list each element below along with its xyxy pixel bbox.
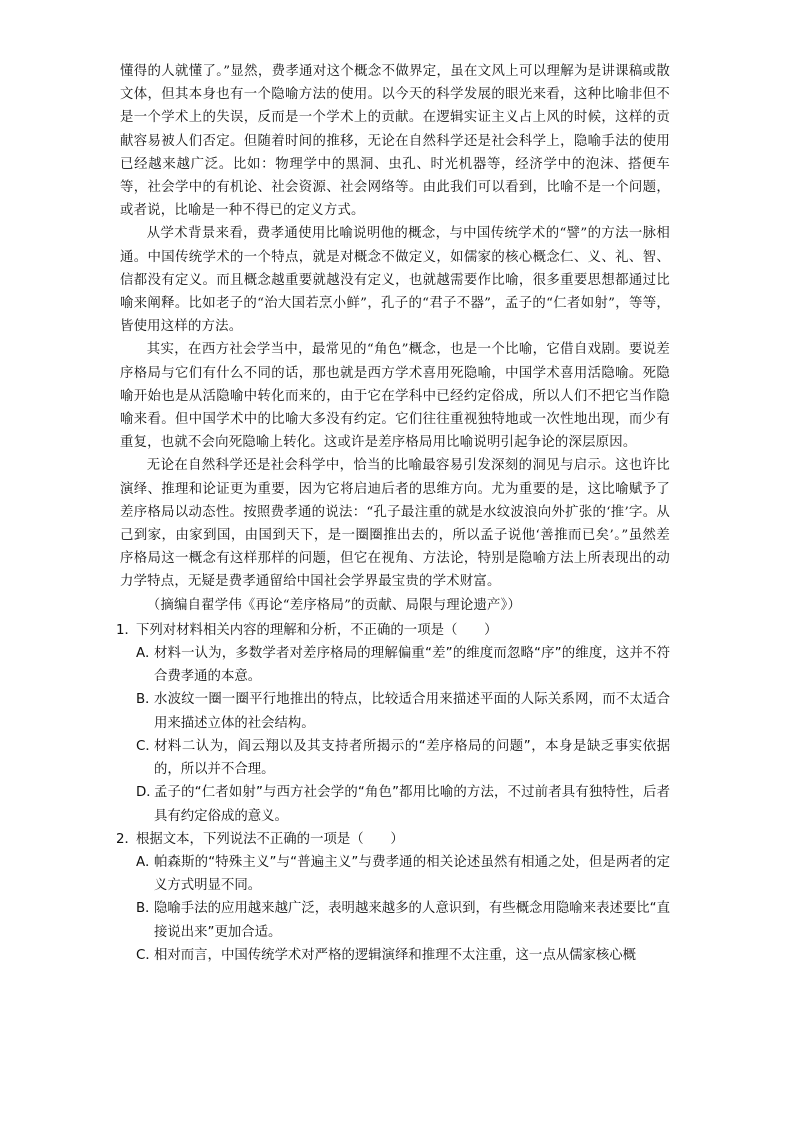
question-2 (116, 828, 670, 967)
question-stem (116, 619, 670, 642)
passage-paragraph: 其实，在西方社会学当中，最常见的“角色”概念，也是一个比喻，它借自戏剧。要说差序格局与它们有什么不同的话，那也就是西方学术喜用死隐喻，中国学术喜用活隐喻。死隐喻开始也是从活隐喻中转化而来的，由于它在学科中已经约定俗成，所以人们不把它当作隐喻来看。但中国学术中的比喻大多没有约定。它们往往重视独特地或一次性地出现，而少有重复，也就不会向死隐喻上转化。这或许是差序格局用比喻说明引起争论的深层原因。 (120, 342, 670, 451)
question-stem (116, 828, 670, 851)
option-b (120, 897, 670, 943)
option-text: 帕森斯的“特殊主义”与“普遍主义”与费孝通的相关论述虽然有相通之处，但是两者的定义方式明显不同。 (154, 854, 670, 894)
option-letter: D． (136, 785, 160, 801)
option-letter: B． (136, 901, 159, 917)
option-letter: A． (136, 854, 159, 870)
option-text: 相对而言，中国传统学术对严格的逻辑演绎和推理不太注重，这一点从儒家核心概 (154, 947, 637, 963)
option-letter: A． (136, 646, 159, 662)
option-d (120, 781, 670, 827)
question-text: 下列对材料相关内容的理解和分析，不正确的一项是（ ） (136, 622, 498, 638)
question-1 (116, 619, 670, 828)
question-number: 2． (116, 831, 138, 847)
document-page (116, 60, 670, 967)
option-text: 材料二认为，阎云翔以及其支持者所揭示的“差序格局的问题”，本身是缺乏事实依据的，所以并不合理。 (154, 738, 670, 778)
option-text: 水波纹一圈一圈平行地推出的特点，比较适合用来描述平面的人际关系网，而不太适合用来描述立体的社会结构。 (154, 692, 670, 731)
option-b (120, 688, 670, 734)
option-letter: C． (136, 738, 159, 754)
passage-paragraph: 从学术背景来看，费孝通使用比喻说明他的概念，与中国传统学术的“譬”的方法一脉相通。中国传统学术的一个特点，就是对概念不做定义，如儒家的核心概念仁、义、礼、智、信都没有定义。而且概念越重要就越没有定义，也就越需要作比喻，很多重要思想都通过比喻来阐释。比如老子的“治大国若烹小鲜”，孔子的“君子不器”，孟子的“仁者如射”，等等，皆使用这样的方法。 (120, 226, 670, 335)
option-letter: B． (136, 692, 159, 708)
option-text: 材料一认为，多数学者对差序格局的理解偏重“差”的维度而忽略“序”的维度，这并不符合费孝通的本意。 (154, 646, 670, 685)
option-c (120, 735, 670, 781)
reading-passage (120, 60, 670, 617)
option-a (120, 642, 670, 688)
passage-paragraph: 懂得的人就懂了。”显然，费孝通对这个概念不做界定，虽在文风上可以理解为是讲课稿或散文体，但其本身也有一个隐喻方法的使用。以今天的科学发展的眼光来看，这种比喻非但不是一个学术上的失误，反而是一个学术上的贡献。在逻辑实证主义占上风的时候，这样的贡献容易被人们否定。但随着时间的推移，无论在自然科学还是社会科学上，隐喻手法的使用已经越来越广泛。比如：物理学中的黑洞、虫孔、时光机器等，经济学中的泡沫、搭便车等，社会学中的有机论、社会资源、社会网络等。由此我们可以看到，比喻不是一个问题，或者说，比喻是一种不得已的定义方式。 (120, 64, 670, 219)
option-a (120, 851, 670, 897)
passage-paragraph: 无论在自然科学还是社会科学中，恰当的比喻最容易引发深刻的洞见与启示。这也许比演绎、推理和论证更为重要，因为它将启迪后者的思维方向。尤为重要的是，这比喻赋予了差序格局以动态性。按照费孝通的说法：“孔子最注重的就是水纹波浪向外扩张的‘推’字。从己到家，由家到国，由国到天下，是一圈圈推出去的，所以孟子说他‘善推而已矣’。”虽然差序格局这一概念有这样那样的问题，但它在视角、方法论，特别是隐喻方法上所表现出的动力学特点，无疑是费孝通留给中国社会学界最宝贵的学术财富。 (120, 458, 670, 590)
option-text: 孟子的“仁者如射”与西方社会学的“角色”都用比喻的方法，不过前者具有独特性，后者具有约定俗成的意义。 (154, 785, 670, 824)
question-list (116, 619, 670, 967)
option-c (120, 944, 670, 967)
question-number: 1． (116, 622, 138, 638)
passage-source: （摘编自翟学伟《再论“差序格局”的贡献、局限与理论遗产》） (146, 597, 522, 613)
question-text: 根据文本，下列说法不正确的一项是（ ） (136, 831, 404, 847)
option-letter: C． (136, 947, 159, 963)
option-text: 隐喻手法的应用越来越广泛，表明越来越多的人意识到，有些概念用隐喻来表述要比“直接说出来”更加合适。 (154, 901, 670, 940)
